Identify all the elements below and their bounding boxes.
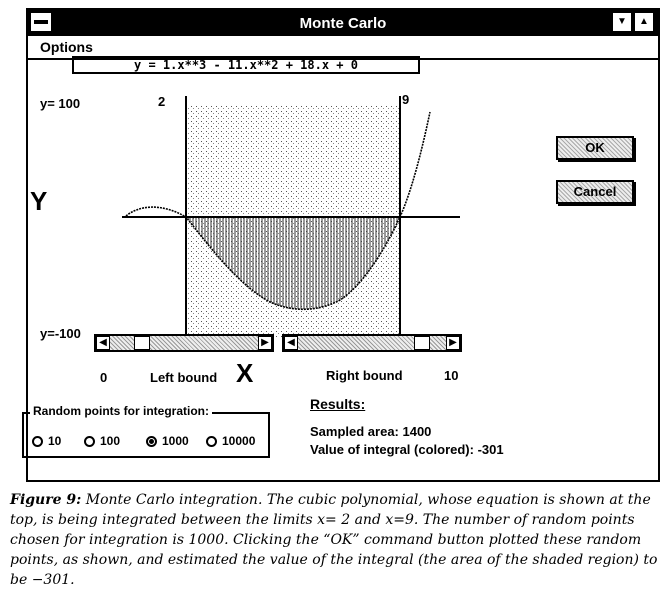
figure-caption	[10, 490, 660, 590]
right-bound-scrollbar[interactable]	[282, 334, 462, 352]
maximize-button[interactable]: ▲	[634, 12, 654, 32]
results-heading: Results:	[310, 396, 366, 412]
ok-button[interactable]: OK	[556, 136, 634, 160]
right-bound-value: 9	[402, 92, 410, 107]
right-max-label: 10	[444, 368, 459, 383]
cancel-button[interactable]: Cancel	[556, 180, 634, 204]
left-bound-thumb[interactable]	[134, 336, 150, 350]
right-bound-thumb[interactable]	[414, 336, 430, 350]
left-bound-scrollbar[interactable]	[94, 334, 274, 352]
left-bound-label: Left bound	[150, 370, 218, 385]
radio-label: 10	[48, 434, 62, 448]
integral-value-text: Value of integral (colored): -301	[310, 442, 504, 457]
radio-circle-icon	[84, 436, 95, 447]
left-bound-value: 2	[158, 94, 166, 109]
equation-display: y = 1.x**3 - 11.x**2 + 18.x + 0	[72, 56, 420, 74]
radio-100[interactable]	[84, 434, 120, 448]
x-axis-label: X	[236, 358, 254, 388]
radio-selected-icon	[146, 436, 157, 447]
radio-circle-icon	[206, 436, 217, 447]
sampled-area-text: Sampled area: 1400	[310, 424, 432, 439]
radio-1000[interactable]	[146, 434, 189, 448]
menu-options[interactable]: Options	[40, 39, 93, 55]
scroll-left-arrow-icon[interactable]: ◀	[284, 336, 298, 350]
radio-label: 100	[100, 434, 121, 448]
radio-circle-icon	[32, 436, 43, 447]
left-min-label: 0	[100, 370, 108, 385]
random-points-title: Random points for integration:	[30, 404, 212, 418]
scroll-right-arrow-icon[interactable]: ▶	[258, 336, 272, 350]
scroll-right-arrow-icon[interactable]: ▶	[446, 336, 460, 350]
scroll-left-arrow-icon[interactable]: ◀	[96, 336, 110, 350]
y-max-label: y= 100	[40, 96, 81, 111]
right-bound-label: Right bound	[326, 368, 403, 383]
caption-text: Monte Carlo integration. The cubic polynomial, whose equation is shown at the top, is being integrated between the limits x= 2 and x=9. The number of random points chosen for integration is 1000. Clicking the “OK” command button plotted these random points, as shown, and estimated the value of the integral (the area of the shaded region) to be −301.	[10, 492, 658, 588]
radio-label: 10000	[222, 434, 256, 448]
radio-label: 1000	[162, 434, 189, 448]
figure-label: Figure 9:	[10, 492, 82, 508]
radio-10000[interactable]	[206, 434, 255, 448]
y-axis-label: Y	[30, 186, 48, 216]
minimize-button[interactable]: ▼	[612, 12, 632, 32]
radio-10[interactable]	[32, 434, 61, 448]
window-title: Monte Carlo	[299, 15, 387, 32]
y-min-label: y=-100	[40, 326, 81, 341]
